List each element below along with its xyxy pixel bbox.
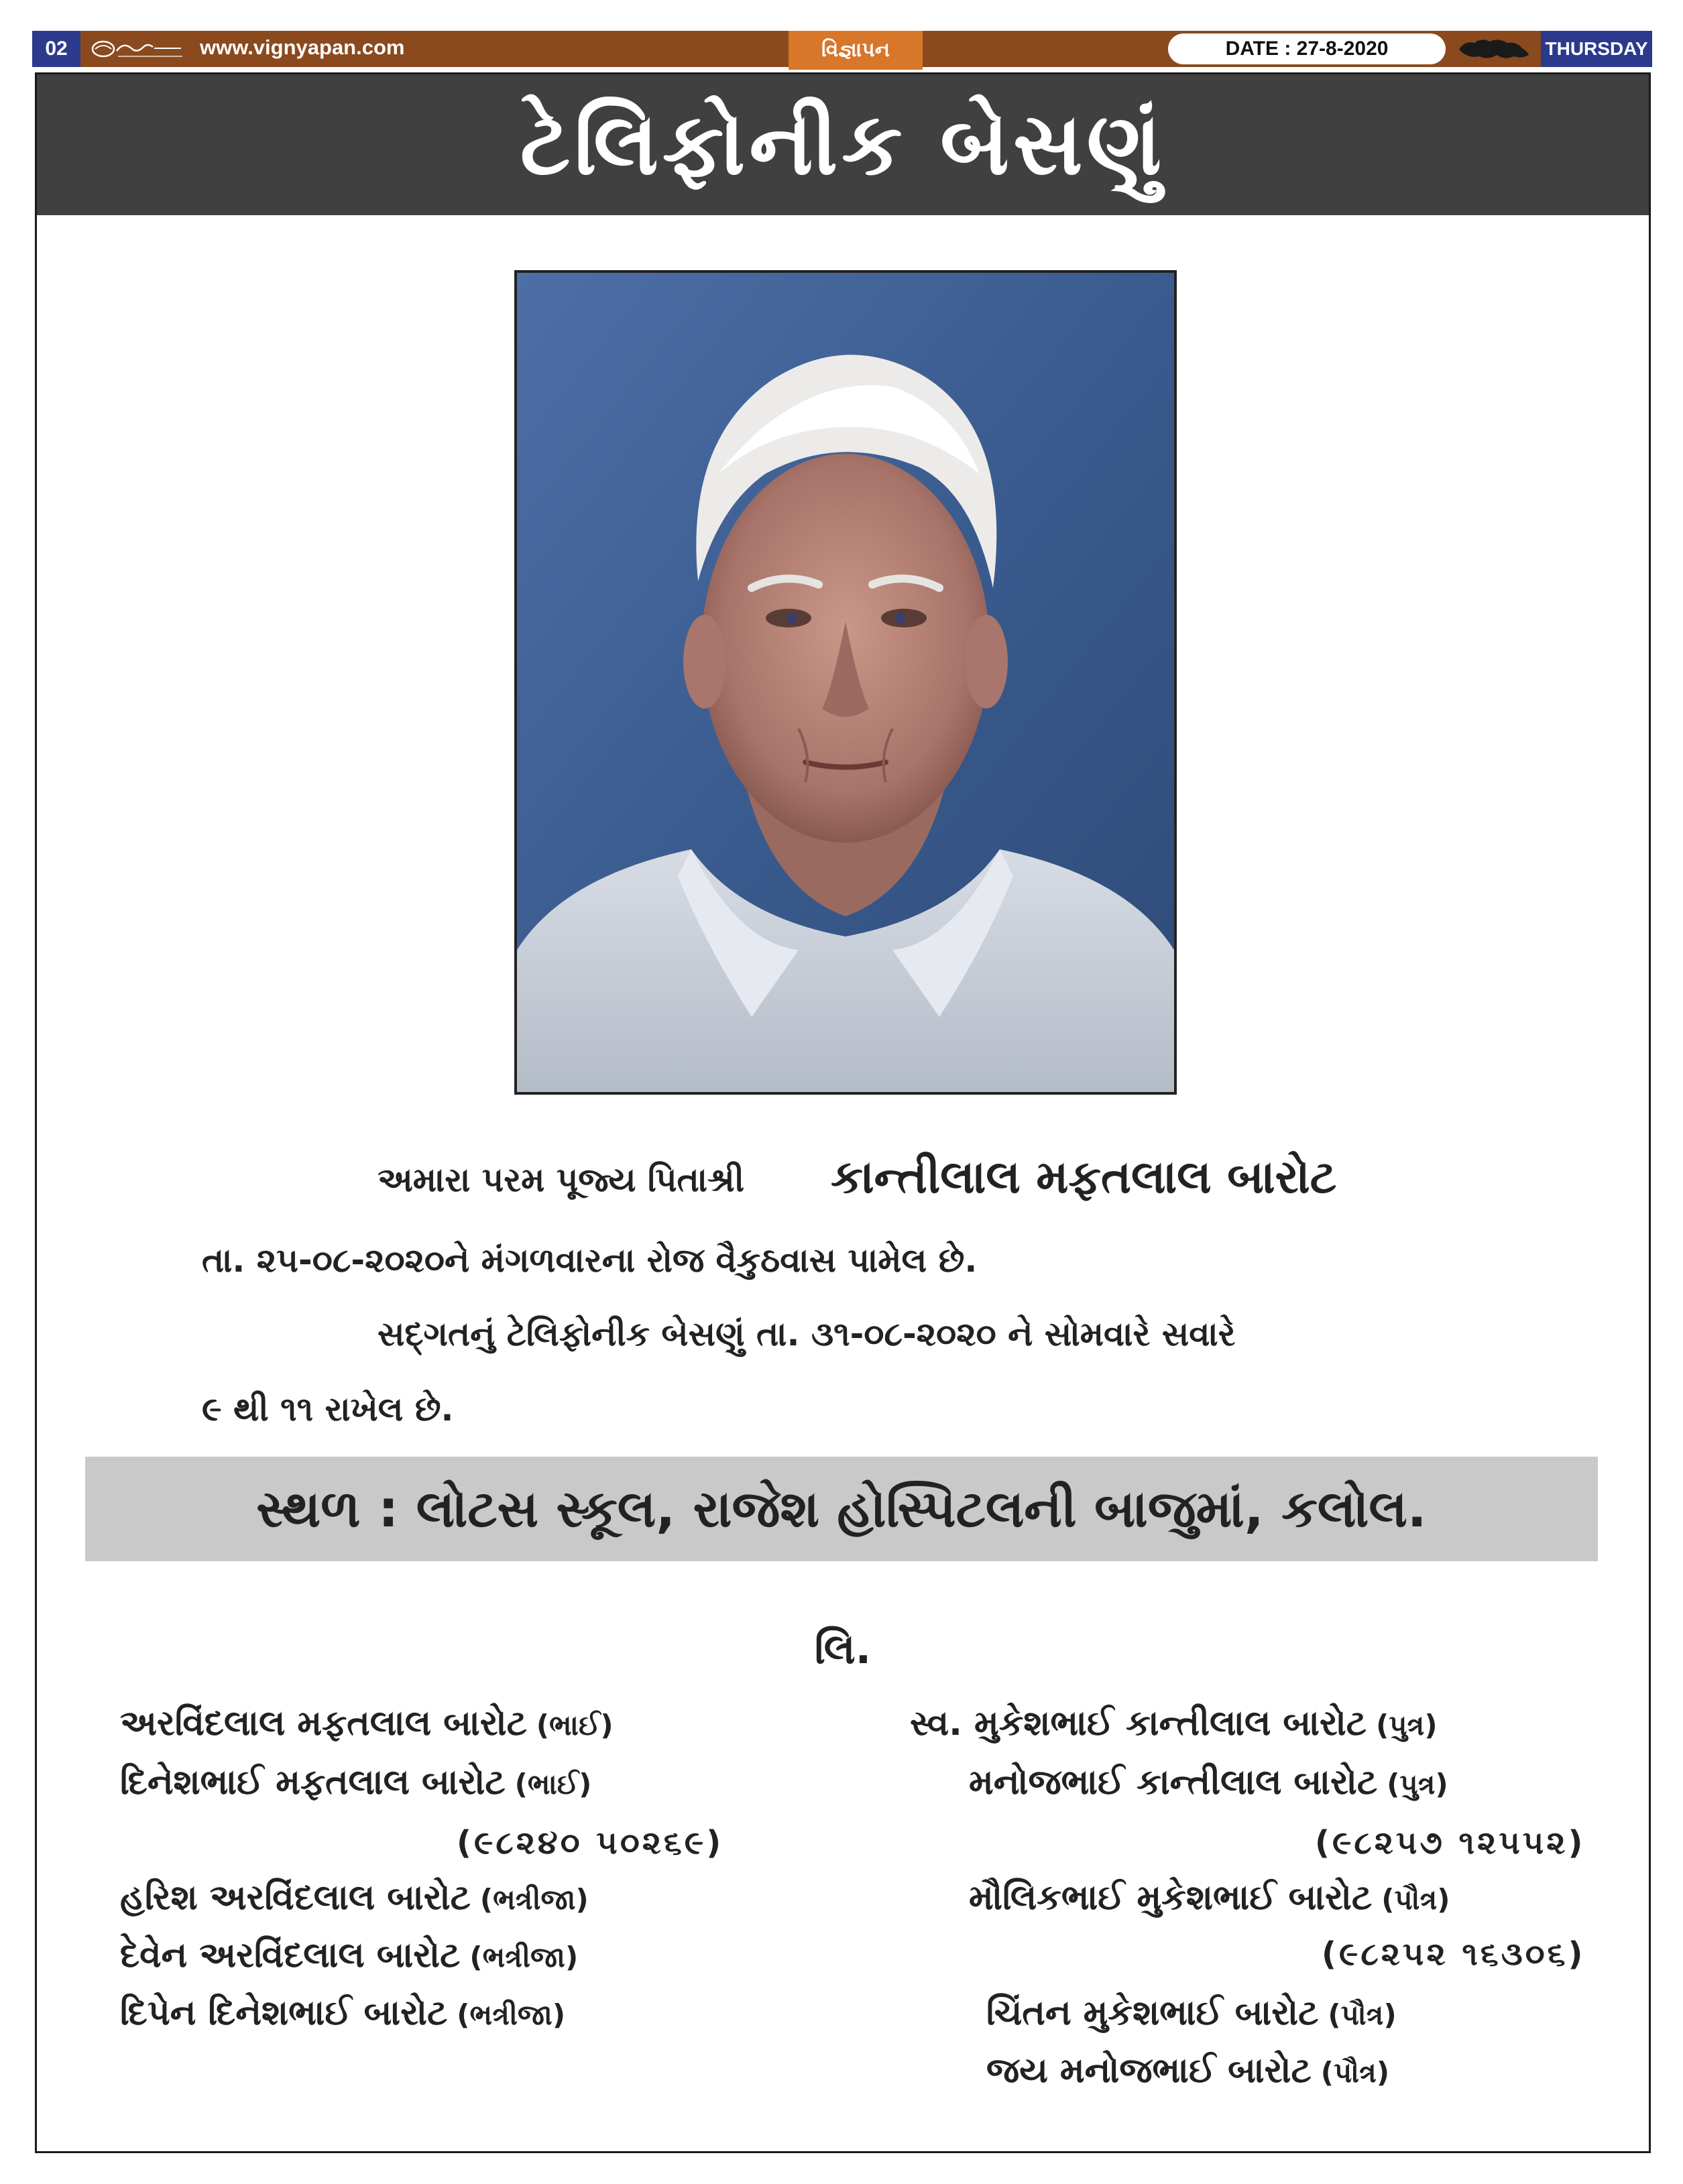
right-signatory-2 [969,1762,1448,1803]
left-signatory-5 [120,1993,565,2034]
signatory-name: હરિશ અરવિંદલાલ બારોટ [120,1878,471,1918]
signoff: લિ. [814,1624,872,1673]
signatory-relation: (પુત્ર) [1387,1768,1448,1801]
right-signatory-5 [986,2051,1389,2091]
signatory-relation: (પુત્ર) [1376,1709,1438,1742]
brand-tab: વિજ્ઞાપન [789,31,923,70]
signatory-name: દેવેન અરવિંદલાલ બારોટ [120,1935,461,1976]
left-signatory-4 [120,1935,578,1976]
left-signatory-3 [120,1878,589,1919]
signatory-name: જય મનોજભાઈ બારોટ [986,2051,1312,2091]
phone-number: (૯૮૨૫૨ ૧૬૩૦૬) [1322,1935,1586,1973]
page-title: ટેલિફોનીક બેસણું [520,95,1166,194]
left-signatory-1 [120,1703,614,1744]
right-signatory-1 [910,1703,1438,1744]
notice-line-4: ૯ થી ૧૧ રાખેલ છે. [202,1390,454,1429]
notice-line-3: સદ્‌ગતનું ટેલિફોનીક બેસણું તા. ૩૧-૦૮-૨૦૨૦ ને સોમવારે સવારે [378,1315,1236,1353]
signatory-relation: (ભાઈ) [536,1709,614,1742]
publication-logo-icon [89,36,189,62]
signatory-name: મનોજભાઈ કાન્તીલાલ બારોટ [969,1762,1378,1803]
signatory-relation: (ભત્રીજા) [457,1998,566,2031]
top-strip [32,31,1652,67]
signatory-relation: (પૌત્ર) [1320,2056,1390,2089]
phone-number: (૯૮૨૪૦ ૫૦૨૬૯) [457,1824,724,1862]
obituary-frame [35,72,1651,2153]
signatory-relation: (પૌત્ર) [1328,1998,1397,2031]
right-signatory-4 [986,1993,1397,2034]
signatory-relation: (પૌત્ર) [1381,1883,1450,1916]
left-signatory-2 [120,1762,591,1803]
venue-band [85,1457,1598,1561]
notice-line-2: તા. ૨૫-૦૮-૨૦૨૦ને મંગળવારના રોજ વૈકુઠવાસ પામેલ છે. [202,1241,978,1280]
right-signatory-3 [969,1878,1450,1919]
issue-date: DATE : 27-8-2020 [1168,34,1446,64]
signatory-name: દિપેન દિનેશભાઈ બારોટ [120,1993,448,2033]
title-band [37,74,1649,215]
venue-text: સ્થળ : લોટસ સ્કૂલ, રાજેશ હોસ્પિટલની બાજુમાં, કલોલ. [256,1479,1427,1538]
issue-day: THURSDAY [1541,31,1652,67]
deceased-name: કાન્તીલાલ મફતલાલ બારોટ [831,1151,1337,1204]
page-number: 02 [32,31,80,67]
signatory-relation: (ભત્રીજા) [479,1883,589,1916]
signatory-name: મૌલિકભાઈ મુકેશભાઈ બારોટ [969,1878,1373,1918]
signatory-relation: (ભત્રીજા) [469,1941,579,1974]
signatory-name: અરવિંદલાલ મફતલાલ બારોટ [120,1703,527,1744]
signatory-name: સ્વ. મુકેશભાઈ કાન્તીલાલ બારોટ [910,1703,1367,1744]
portrait-photo [514,270,1177,1095]
signatory-relation: (ભાઈ) [514,1768,592,1801]
website-link[interactable]: www.vignyapan.com [200,36,405,59]
india-map-icon [1454,35,1534,63]
notice-lead: અમારા પરમ પૂજ્ય પિતાશ્રી [378,1160,745,1199]
signatory-name: ચિંતન મુકેશભાઈ બારોટ [986,1993,1319,2033]
phone-number: (૯૮૨૫૭ ૧૨૫૫૨) [1315,1824,1586,1862]
signatory-name: દિનેશભાઈ મફતલાલ બારોટ [120,1762,506,1803]
